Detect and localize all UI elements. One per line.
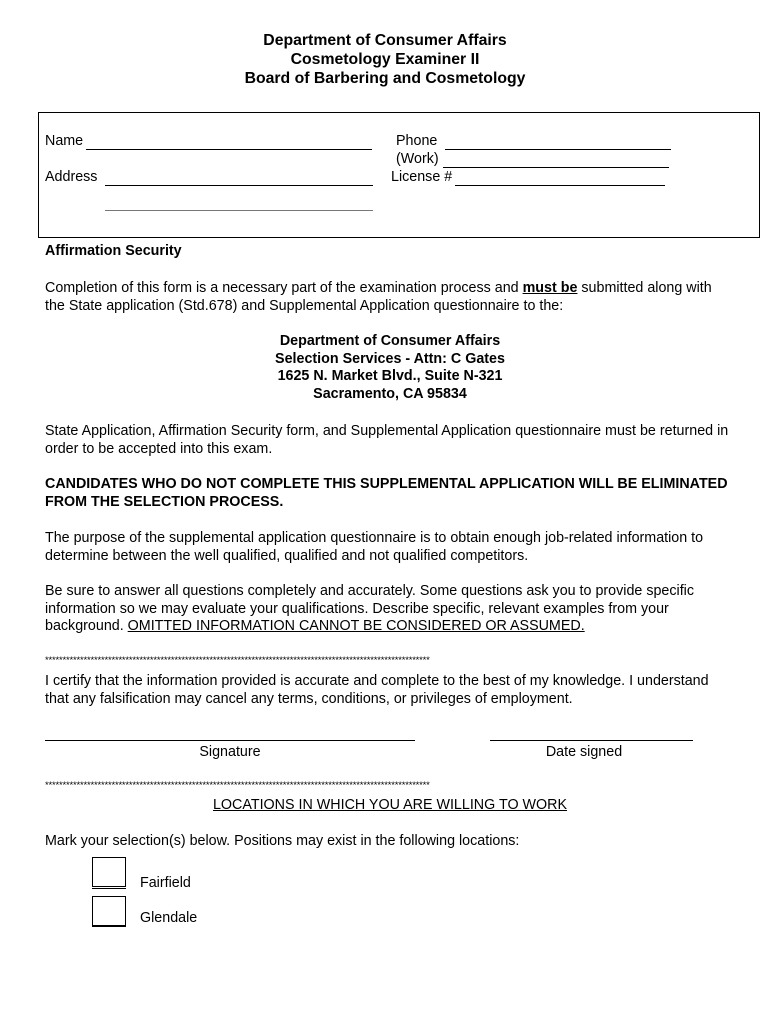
glendale-checkbox[interactable] — [92, 896, 126, 926]
locations-heading: LOCATIONS IN WHICH YOU ARE WILLING TO WORK — [212, 797, 568, 813]
address-line-4: Sacramento, CA 95834 — [313, 385, 467, 402]
address-line-3: 1625 N. Market Blvd., Suite N-321 — [277, 368, 503, 384]
glendale-label: Glendale — [140, 910, 198, 926]
completion-text-start: Completion of this form is a necessary part of the examination process and — [45, 280, 523, 296]
address-line-1: Department of Consumer Affairs — [279, 333, 501, 349]
asterisk-separator-1: ************************************************************************************************************** — [45, 655, 430, 666]
completion-paragraph — [45, 280, 735, 315]
license-field[interactable] — [455, 185, 665, 186]
form-title — [0, 31, 770, 88]
address-label: Address — [45, 169, 98, 185]
glendale-checkbox-underline — [92, 926, 126, 927]
fairfield-label: Fairfield — [140, 875, 191, 891]
asterisk-separator-2: ************************************************************************************************************** — [45, 780, 430, 791]
completion-text-end: submitted along with the State application (Std.678) and Supplemental Application questionnaire to the: — [45, 280, 712, 314]
work-phone-field[interactable] — [443, 167, 669, 168]
date-signed-label: Date signed — [545, 744, 623, 760]
warning-paragraph: CANDIDATES WHO DO NOT COMPLETE THIS SUPPLEMENTAL APPLICATION WILL BE ELIMINATED FROM THE SELECTION PROCESS. — [45, 476, 728, 510]
affirmation-heading: Affirmation Security — [45, 243, 182, 259]
address-field[interactable] — [105, 185, 373, 186]
date-signed-field[interactable] — [490, 740, 693, 741]
signature-field[interactable] — [45, 740, 415, 741]
phone-label: Phone — [396, 133, 438, 149]
fairfield-checkbox-underline — [92, 888, 126, 889]
address-line-2: Selection Services - Attn: C Gates — [275, 350, 505, 367]
phone-field[interactable] — [445, 149, 671, 150]
return-paragraph: State Application, Affirmation Security form, and Supplemental Application questionnaire must be returned in order to be accepted into this exam. — [45, 423, 729, 457]
mailing-address — [45, 333, 735, 403]
purpose-paragraph: The purpose of the supplemental application questionnaire is to obtain enough job-related information to determine between the well qualified, qualified and not qualified competitors. — [45, 530, 704, 564]
instructions-text: Be sure to answer all questions completely and accurately. Some questions ask you to provide specific information so we may evaluate your qualifications. Describe specific, relevant examples from your background. — [45, 583, 694, 634]
must-be-emphasis: must be — [522, 280, 578, 296]
name-label: Name — [45, 133, 84, 149]
work-phone-label: (Work) — [396, 151, 439, 167]
title-position: Cosmetology Examiner II — [290, 51, 480, 68]
omitted-info-warning: OMITTED INFORMATION CANNOT BE CONSIDERED OR ASSUMED. — [127, 618, 585, 634]
instructions-paragraph — [45, 583, 735, 636]
title-department: Department of Consumer Affairs — [263, 32, 507, 49]
signature-label: Signature — [199, 744, 261, 760]
name-field[interactable] — [86, 149, 372, 150]
certification-paragraph: I certify that the information provided is accurate and complete to the best of my knowledge. I understand that any falsification may cancel any terms, conditions, or privileges of employment. — [45, 673, 709, 707]
address-field-line2[interactable] — [105, 210, 373, 211]
fairfield-checkbox[interactable] — [92, 857, 126, 887]
locations-instruction: Mark your selection(s) below. Positions may exist in the following locations: — [45, 833, 520, 849]
license-label: License # — [391, 169, 453, 185]
applicant-info-box — [38, 112, 760, 238]
title-board: Board of Barbering and Cosmetology — [244, 70, 526, 87]
